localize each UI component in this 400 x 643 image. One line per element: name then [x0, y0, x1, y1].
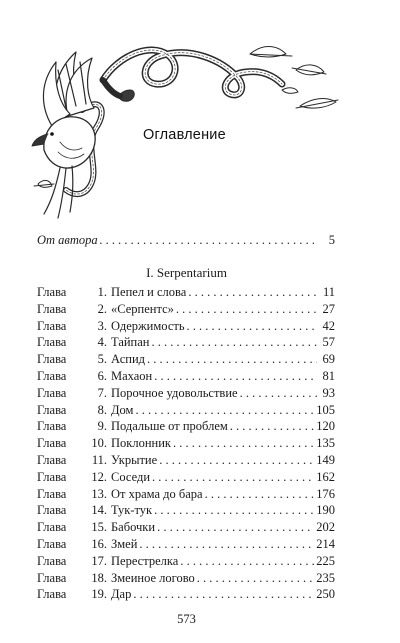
- chapter-page: 190: [316, 503, 335, 518]
- chapter-page: 105: [316, 402, 335, 417]
- chapter-row: [37, 369, 335, 384]
- chapter-page: 176: [316, 486, 335, 501]
- chapter-page: 11: [322, 285, 335, 299]
- chapter-number: 10.: [91, 436, 107, 451]
- dot-leader: [147, 352, 317, 367]
- chapter-row: [37, 537, 335, 552]
- chapter-number: 9.: [97, 419, 107, 434]
- chapter-number: 12.: [91, 469, 107, 484]
- chapter-row: [37, 386, 335, 401]
- chapter-row: [37, 302, 335, 317]
- chapter-number: 17.: [91, 553, 107, 568]
- dot-leader: [173, 436, 314, 451]
- chapter-word: Глава: [37, 537, 67, 551]
- chapter-number: 3.: [97, 318, 107, 333]
- chapter-word: Глава: [37, 285, 67, 299]
- chapter-page: 42: [322, 318, 335, 333]
- chapter-title: «Серпентс»: [111, 301, 174, 316]
- chapter-page: 81: [322, 369, 335, 383]
- chapter-number: 2.: [97, 301, 107, 316]
- chapter-title: От храма до бара: [111, 486, 203, 501]
- chapter-title: Порочное удовольствие: [111, 385, 238, 400]
- chapter-number: 7.: [97, 385, 107, 400]
- chapter-row: [37, 319, 335, 334]
- intro-title: От автора: [37, 233, 98, 247]
- chapter-number: 19.: [91, 587, 107, 602]
- chapter-title: Аспид: [111, 352, 146, 367]
- chapter-row: [37, 436, 335, 451]
- chapter-title: Подальше от проблем: [111, 419, 228, 434]
- chapter-word: Глава: [37, 402, 67, 417]
- chapter-number: 13.: [91, 486, 107, 501]
- chapter-title: Тайпан: [111, 335, 150, 350]
- chapter-number: 18.: [91, 570, 107, 585]
- chapter-title: Змей: [111, 537, 138, 551]
- page-number: 573: [177, 612, 196, 627]
- dot-leader: [154, 503, 314, 518]
- chapter-row: [37, 571, 335, 586]
- chapter-page: 120: [316, 419, 335, 434]
- chapter-title: Укрытие: [111, 453, 158, 467]
- dot-leader: [187, 319, 317, 334]
- chapter-page: 250: [316, 587, 335, 602]
- snake-and-bird-illustration: [0, 0, 400, 230]
- chapter-word: Глава: [37, 469, 67, 484]
- chapter-word: Глава: [37, 318, 67, 333]
- chapter-title: Поклонник: [111, 436, 171, 451]
- chapter-number: 11.: [91, 453, 107, 467]
- chapter-row: [37, 453, 335, 468]
- dot-leader: [135, 403, 314, 418]
- chapter-page: 214: [316, 537, 335, 551]
- dot-leader: [230, 419, 314, 434]
- chapter-word: Глава: [37, 419, 67, 434]
- dot-leader: [152, 470, 314, 485]
- chapter-word: Глава: [37, 436, 67, 451]
- chapter-row: [37, 503, 335, 518]
- chapter-title: Бабочки: [111, 520, 156, 535]
- chapter-row: [37, 352, 335, 367]
- dot-leader: [133, 587, 314, 602]
- chapter-page: 225: [316, 553, 335, 568]
- dot-leader: [139, 537, 314, 552]
- chapter-title: Махаон: [111, 369, 153, 383]
- chapter-row: [37, 285, 335, 300]
- dot-leader: [240, 386, 317, 401]
- part-title: I. Serpentarium: [146, 265, 227, 280]
- chapter-word: Глава: [37, 486, 67, 501]
- chapter-title: Соседи: [111, 469, 151, 484]
- chapter-title: Перестрелка: [111, 553, 179, 568]
- chapter-title: Тук-тук: [111, 503, 153, 518]
- chapter-number: 1.: [97, 285, 107, 299]
- chapter-word: Глава: [37, 369, 67, 383]
- chapter-word: Глава: [37, 352, 67, 367]
- dot-leader: [205, 487, 315, 502]
- chapter-page: 162: [316, 469, 335, 484]
- chapter-title: Дом: [111, 402, 134, 417]
- chapter-number: 8.: [97, 402, 107, 417]
- dot-leader: [154, 369, 317, 384]
- chapter-word: Глава: [37, 301, 67, 316]
- chapter-word: Глава: [37, 335, 67, 350]
- chapter-title: Змеиное логово: [111, 570, 195, 585]
- chapter-number: 6.: [97, 369, 107, 383]
- chapter-number: 14.: [91, 503, 107, 518]
- intro-entry: [37, 233, 335, 248]
- chapter-title: Пепел и слова: [111, 285, 187, 299]
- chapter-title: Дар: [111, 587, 132, 602]
- dot-leader: [100, 233, 317, 248]
- chapter-word: Глава: [37, 520, 67, 535]
- chapter-page: 235: [316, 570, 335, 585]
- chapter-number: 15.: [91, 520, 107, 535]
- chapter-page: 135: [316, 436, 335, 451]
- dot-leader: [157, 520, 314, 535]
- chapter-row: [37, 554, 335, 569]
- chapter-number: 5.: [97, 352, 107, 367]
- chapter-page: 69: [322, 352, 335, 367]
- dot-leader: [197, 571, 314, 586]
- dot-leader: [180, 554, 314, 569]
- intro-page: 5: [328, 233, 335, 247]
- chapter-word: Глава: [37, 385, 67, 400]
- toc-title: Оглавление: [143, 127, 226, 143]
- chapter-word: Глава: [37, 587, 67, 602]
- chapter-number: 16.: [91, 537, 107, 551]
- dot-leader: [159, 453, 314, 468]
- dot-leader: [152, 335, 318, 350]
- chapter-row: [37, 419, 335, 434]
- chapter-word: Глава: [37, 553, 67, 568]
- chapter-number: 4.: [97, 335, 107, 350]
- dot-leader: [188, 285, 317, 300]
- chapter-row: [37, 587, 335, 602]
- chapter-page: 57: [322, 335, 335, 350]
- chapter-row: [37, 520, 335, 535]
- chapter-page: 93: [322, 385, 335, 400]
- chapter-word: Глава: [37, 570, 67, 585]
- chapter-word: Глава: [37, 503, 67, 518]
- chapter-word: Глава: [37, 453, 67, 467]
- chapter-title: Одержимость: [111, 318, 185, 333]
- chapter-row: [37, 487, 335, 502]
- chapter-row: [37, 470, 335, 485]
- chapter-row: [37, 335, 335, 350]
- chapter-page: 27: [322, 301, 335, 316]
- dot-leader: [176, 302, 317, 317]
- chapter-page: 149: [316, 453, 335, 467]
- bird-wing: [43, 52, 94, 126]
- chapter-row: [37, 403, 335, 418]
- chapter-page: 202: [316, 520, 335, 535]
